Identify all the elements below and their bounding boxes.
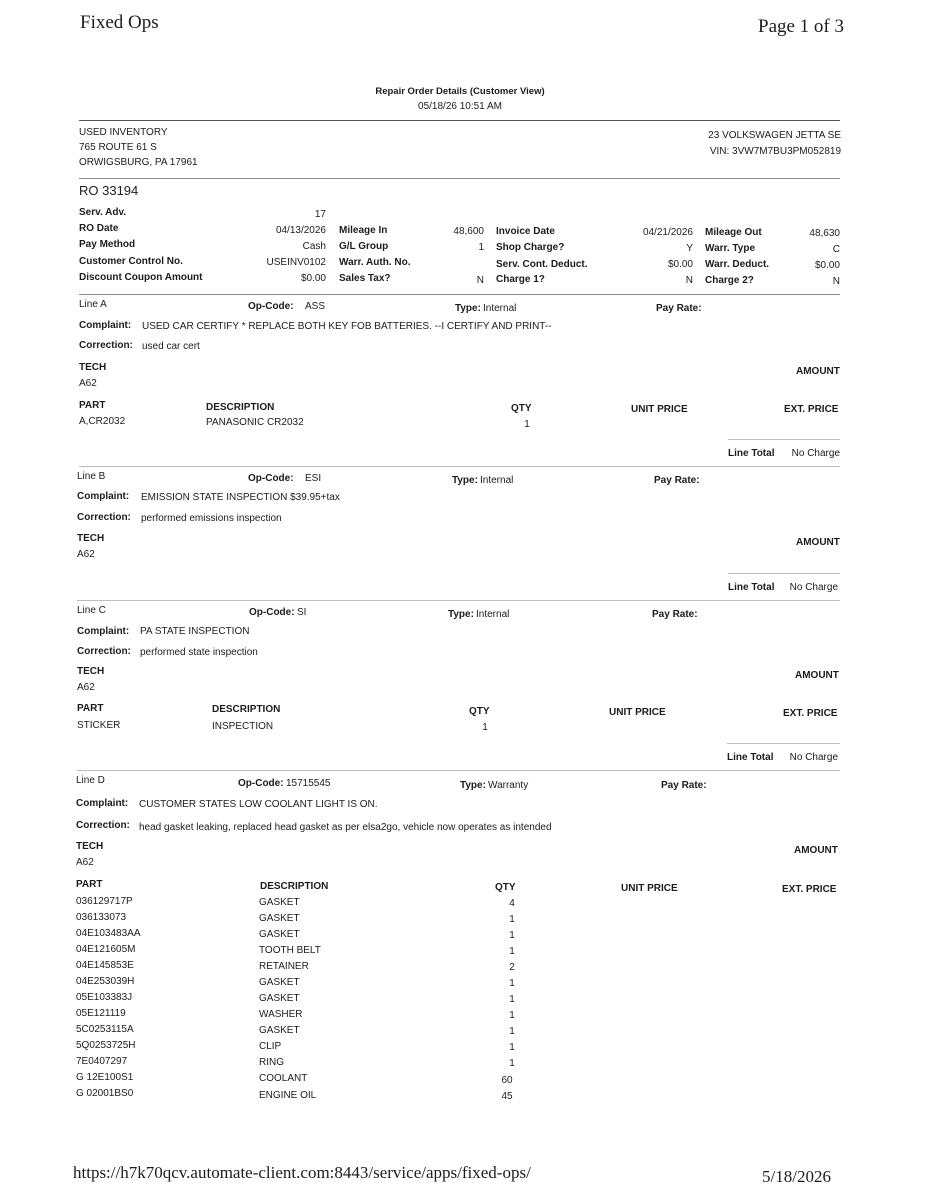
- line-a-label: Line A: [79, 299, 107, 310]
- line-d-label: Line D: [76, 775, 105, 786]
- correction-label: Correction:: [76, 820, 130, 831]
- summary-value: N: [832, 276, 840, 287]
- line-c-label: Line C: [77, 605, 106, 616]
- part-description: GASKET: [259, 977, 300, 988]
- line-b-complaint: EMISSION STATE INSPECTION $39.95+tax: [141, 492, 340, 503]
- line-b-type: Internal: [480, 475, 514, 486]
- line-d-complaint: CUSTOMER STATES LOW COOLANT LIGHT IS ON.: [139, 799, 378, 810]
- tech-label: TECH: [77, 533, 105, 544]
- header-divider: [79, 120, 840, 121]
- description-header: DESCRIPTION: [212, 704, 281, 715]
- complaint-label: Complaint:: [77, 491, 130, 502]
- type-label: Type:: [455, 303, 481, 314]
- summary-value: C: [832, 244, 840, 255]
- line-total-label: Line Total: [728, 582, 775, 593]
- line-b-label: Line B: [77, 471, 106, 482]
- line-total-rule: [728, 573, 840, 574]
- summary-label: Warr. Type: [705, 243, 756, 254]
- part-number: 04E103483AA: [76, 928, 141, 939]
- line-c-type: Internal: [476, 609, 510, 620]
- part-number: G 02001BS0: [76, 1088, 134, 1099]
- summary-label: Mileage Out: [705, 227, 762, 238]
- part-number: STICKER: [77, 720, 121, 731]
- correction-label: Correction:: [79, 340, 133, 351]
- part-description: INSPECTION: [212, 721, 274, 732]
- part-qty: 1: [509, 1058, 515, 1069]
- part-number: A,CR2032: [79, 416, 126, 427]
- part-qty: 1: [524, 419, 530, 430]
- summary-label: Warr. Deduct.: [705, 259, 770, 270]
- part-number: G 12E100S1: [76, 1072, 134, 1083]
- qty-header: QTY: [511, 403, 532, 414]
- customer-address-2: ORWIGSBURG, PA 17961: [79, 157, 198, 168]
- summary-label: Sales Tax?: [339, 273, 391, 284]
- line-b-correction: performed emissions inspection: [141, 513, 282, 524]
- tech-label: TECH: [79, 362, 107, 373]
- ext-price-header: EXT. PRICE: [784, 404, 839, 415]
- correction-label: Correction:: [77, 512, 131, 523]
- summary-label: Invoice Date: [496, 226, 555, 237]
- part-qty: 1: [509, 1010, 515, 1021]
- part-header: PART: [76, 879, 103, 890]
- opcode-label: Op-Code:: [248, 473, 294, 484]
- part-qty: 4: [509, 898, 515, 909]
- summary-value: 48,600: [453, 226, 484, 237]
- part-qty: 60: [501, 1075, 513, 1086]
- description-header: DESCRIPTION: [260, 881, 329, 892]
- summary-label: Serv. Adv.: [79, 207, 127, 218]
- pay-rate-label: Pay Rate:: [654, 475, 700, 486]
- footer-url: https://h7k70qcv.automate-client.com:8443/service/apps/fixed-ops/: [73, 1163, 531, 1182]
- line-b-total: No Charge: [789, 582, 838, 593]
- part-description: PANASONIC CR2032: [206, 417, 304, 428]
- qty-header: QTY: [469, 706, 490, 717]
- part-number: 036129717P: [76, 896, 133, 907]
- part-qty: 45: [501, 1091, 513, 1102]
- amount-label: AMOUNT: [795, 670, 839, 681]
- summary-label: Shop Charge?: [496, 242, 565, 253]
- summary-value: N: [685, 275, 693, 286]
- summary-label: Charge 2?: [705, 275, 754, 286]
- line-total-label: Line Total: [727, 752, 774, 763]
- line-divider: [79, 466, 840, 467]
- summary-value: 1: [478, 242, 484, 253]
- part-description: CLIP: [259, 1041, 282, 1052]
- part-description: COOLANT: [259, 1073, 308, 1084]
- report-title: Repair Order Details (Customer View): [375, 86, 545, 97]
- line-c-total: No Charge: [789, 752, 838, 763]
- part-number: 5C0253115A: [76, 1024, 134, 1035]
- part-qty: 1: [509, 914, 515, 925]
- vehicle-description: 23 VOLKSWAGEN JETTA SE: [708, 130, 841, 141]
- line-c-correction: performed state inspection: [140, 647, 258, 658]
- line-d-correction: head gasket leaking, replaced head gasket as per elsa2go, vehicle now operates as intended: [139, 822, 552, 833]
- amount-label: AMOUNT: [794, 845, 838, 856]
- ext-price-header: EXT. PRICE: [782, 884, 837, 895]
- tech-label: TECH: [77, 666, 105, 677]
- summary-label: Pay Method: [79, 239, 136, 250]
- summary-label: Charge 1?: [496, 274, 545, 285]
- summary-value: $0.00: [814, 260, 840, 271]
- line-divider: [77, 770, 840, 771]
- summary-label: RO Date: [79, 223, 119, 234]
- summary-value: $0.00: [300, 273, 326, 284]
- part-number: 036133073: [76, 912, 127, 923]
- summary-label: Discount Coupon Amount: [79, 272, 203, 283]
- description-header: DESCRIPTION: [206, 402, 275, 413]
- part-description: GASKET: [259, 1025, 300, 1036]
- part-qty: 1: [509, 1042, 515, 1053]
- complaint-label: Complaint:: [77, 626, 130, 637]
- part-qty: 1: [509, 978, 515, 989]
- part-qty: 1: [509, 930, 515, 941]
- part-qty: 1: [509, 994, 515, 1005]
- customer-name: USED INVENTORY: [79, 127, 168, 138]
- opcode-label: Op-Code:: [238, 778, 284, 789]
- amount-label: AMOUNT: [796, 537, 840, 548]
- tech-label: TECH: [76, 841, 104, 852]
- summary-value: N: [476, 275, 484, 286]
- line-c-opcode: SI: [297, 607, 307, 618]
- part-description: TOOTH BELT: [259, 945, 321, 956]
- part-number: 05E103383J: [76, 992, 133, 1003]
- type-label: Type:: [452, 475, 478, 486]
- part-description: GASKET: [259, 929, 300, 940]
- page-number: Page 1 of 3: [758, 16, 845, 37]
- part-header: PART: [77, 703, 104, 714]
- line-total-label: Line Total: [728, 448, 775, 459]
- ro-number: RO 33194: [79, 183, 139, 198]
- unit-price-header: UNIT PRICE: [621, 883, 678, 894]
- line-b-opcode: ESI: [305, 473, 322, 484]
- part-description: ENGINE OIL: [259, 1090, 317, 1101]
- summary-value: Cash: [302, 241, 326, 252]
- summary-label: Customer Control No.: [79, 256, 183, 267]
- part-description: RING: [259, 1057, 284, 1068]
- part-header: PART: [79, 400, 106, 411]
- part-number: 5Q0253725H: [76, 1040, 136, 1051]
- summary-value: $0.00: [667, 259, 693, 270]
- summary-divider: [79, 294, 840, 295]
- unit-price-header: UNIT PRICE: [631, 404, 688, 415]
- line-divider: [77, 600, 840, 601]
- line-a-complaint: USED CAR CERTIFY * REPLACE BOTH KEY FOB BATTERIES. --I CERTIFY AND PRINT--: [142, 321, 552, 332]
- line-d-tech: A62: [76, 857, 94, 868]
- summary-label: Serv. Cont. Deduct.: [496, 259, 588, 270]
- pay-rate-label: Pay Rate:: [652, 609, 698, 620]
- summary-value: 17: [314, 209, 326, 220]
- complaint-label: Complaint:: [79, 320, 132, 331]
- summary-value: 48,630: [809, 228, 840, 239]
- part-description: GASKET: [259, 993, 300, 1004]
- line-a-tech: A62: [79, 378, 97, 389]
- type-label: Type:: [460, 780, 486, 791]
- report-datetime: 05/18/26 10:51 AM: [418, 101, 502, 112]
- pay-rate-label: Pay Rate:: [656, 303, 702, 314]
- opcode-label: Op-Code:: [248, 301, 294, 312]
- line-c-tech: A62: [77, 682, 95, 693]
- complaint-label: Complaint:: [76, 798, 129, 809]
- summary-label: Mileage In: [339, 225, 388, 236]
- part-description: WASHER: [259, 1009, 303, 1020]
- opcode-label: Op-Code:: [249, 607, 295, 618]
- summary-value: 04/21/2026: [642, 227, 693, 238]
- type-label: Type:: [448, 609, 474, 620]
- part-number: 05E121119: [76, 1008, 126, 1019]
- vehicle-vin: VIN: 3VW7M7BU3PM052819: [709, 146, 841, 157]
- line-total-rule: [727, 743, 840, 744]
- ext-price-header: EXT. PRICE: [783, 708, 838, 719]
- customer-divider: [79, 178, 840, 179]
- line-b-tech: A62: [77, 549, 95, 560]
- summary-label: G/L Group: [339, 241, 389, 252]
- part-qty: 1: [509, 1026, 515, 1037]
- part-description: RETAINER: [259, 961, 309, 972]
- line-a-total: No Charge: [791, 448, 840, 459]
- line-d-opcode: 15715545: [286, 778, 331, 789]
- part-number: 04E121605M: [76, 944, 136, 955]
- part-qty: 2: [509, 962, 515, 973]
- print-header-title: Fixed Ops: [80, 12, 159, 33]
- line-c-complaint: PA STATE INSPECTION: [140, 626, 250, 637]
- line-a-correction: used car cert: [142, 341, 200, 352]
- line-a-type: Internal: [483, 303, 517, 314]
- amount-label: AMOUNT: [796, 366, 840, 377]
- summary-value: USEINV0102: [266, 257, 326, 268]
- part-qty: 1: [482, 722, 488, 733]
- correction-label: Correction:: [77, 646, 131, 657]
- qty-header: QTY: [495, 882, 516, 893]
- part-number: 04E253039H: [76, 976, 135, 987]
- customer-address-1: 765 ROUTE 61 S: [79, 142, 157, 153]
- unit-price-header: UNIT PRICE: [609, 707, 666, 718]
- line-d-type: Warranty: [488, 780, 529, 791]
- part-description: GASKET: [259, 913, 300, 924]
- summary-value: 04/13/2026: [275, 225, 326, 236]
- line-a-opcode: ASS: [305, 301, 326, 312]
- part-description: GASKET: [259, 897, 300, 908]
- part-number: 7E0407297: [76, 1056, 128, 1067]
- pay-rate-label: Pay Rate:: [661, 780, 707, 791]
- summary-value: Y: [686, 243, 693, 254]
- part-qty: 1: [509, 946, 515, 957]
- footer-date: 5/18/2026: [762, 1167, 831, 1186]
- summary-label: Warr. Auth. No.: [339, 257, 411, 268]
- part-number: 04E145853E: [76, 960, 134, 971]
- line-total-rule: [728, 439, 840, 440]
